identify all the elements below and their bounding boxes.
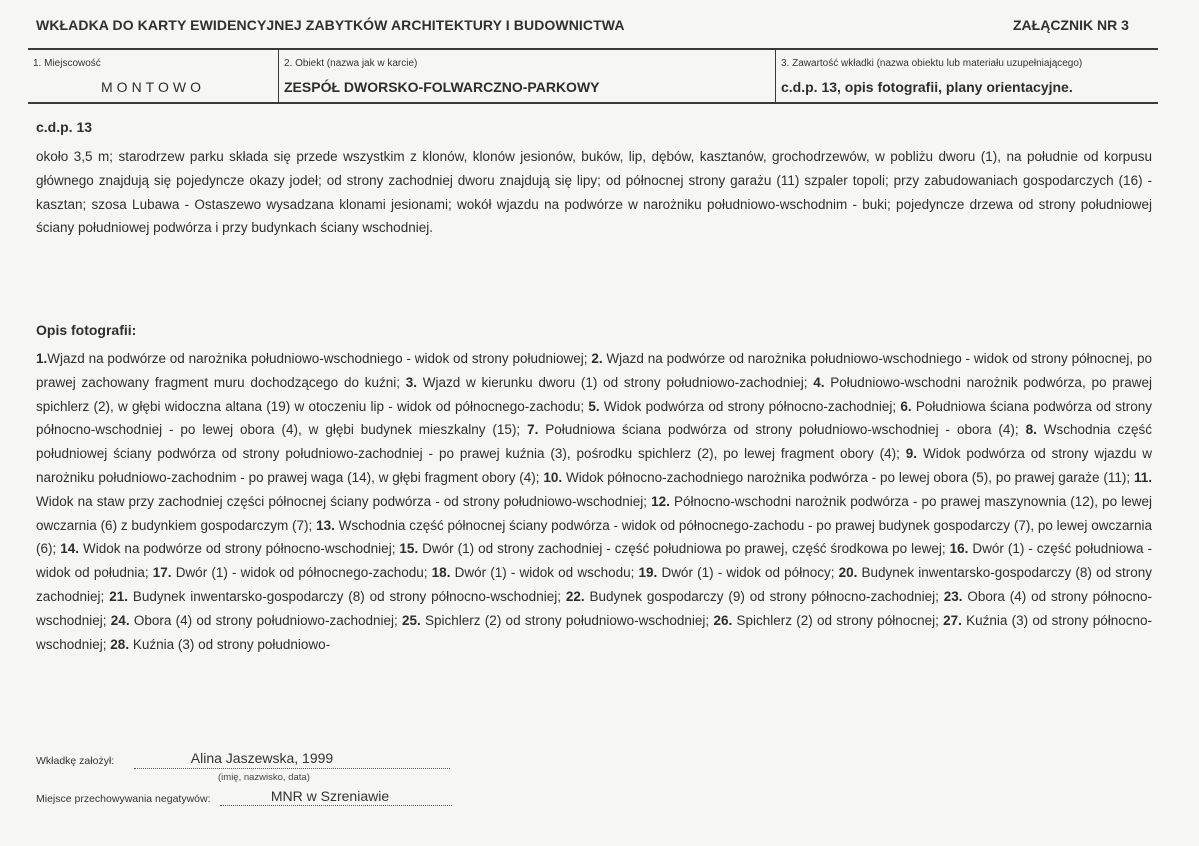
object-cell — [278, 50, 775, 102]
photo-number: 5. — [588, 398, 600, 414]
photo-description: Budynek gospodarczy (9) od strony północno-zachodniej; — [584, 588, 944, 604]
photo-number: 3. — [405, 374, 418, 390]
photo-number: 2. — [591, 351, 603, 366]
photo-number: 10. — [543, 469, 563, 485]
photo-description: Budynek inwentarsko-gospodarczy (8) od strony zachodniej; — [36, 565, 1152, 604]
photo-number: 14. — [60, 541, 79, 557]
storage-line — [220, 805, 452, 806]
form-header-row — [28, 48, 1158, 104]
photo-description: Widok podwórza od strony północno-zachodniej; — [599, 398, 901, 414]
storage-label: Miejsce przechowywania negatywów: — [36, 793, 211, 805]
photo-description: Północno-wschodni narożnik podwórza - po prawej maszynownia (12), po lewej owczarnia (6) z budynkiem gospodarczym (7); — [36, 493, 1152, 533]
photo-number: 1. — [36, 351, 48, 366]
photo-number: 20. — [838, 565, 858, 581]
photo-number: 19. — [638, 565, 658, 581]
photo-description: Dwór (1) - część południowa - widok od południa; — [36, 541, 1153, 581]
photo-description: Wjazd w kierunku dworu (1) od strony południowo-zachodniej; — [417, 374, 814, 390]
photo-description: Dwór (1) - widok od północnego-zachodu; — [171, 565, 432, 581]
photo-description: Dwór (1) - widok od północy; — [657, 565, 839, 581]
photo-description: Dwór (1) od strony zachodniej - część południowa po prawej, część środkowa po lewej; — [418, 541, 950, 557]
storage-value: MNR w Szreniawie — [270, 788, 390, 804]
object-value: ZESPÓŁ DWORSKO-FOLWARCZNO-PARKOWY — [284, 79, 600, 95]
photo-number: 4. — [813, 374, 825, 390]
photo-description: Wjazd na podwórze od narożnika południowo-wschodniego - widok od strony południowej; — [47, 351, 592, 366]
photo-number: 18. — [431, 565, 451, 581]
photo-number: 12. — [651, 493, 670, 509]
contents-value: c.d.p. 13, opis fotografii, plany orientacyjne. — [781, 79, 1073, 95]
photo-description: Obora (4) od strony południowo-zachodniej; — [129, 612, 402, 628]
photo-number: 8. — [1025, 422, 1037, 438]
continuation-heading: c.d.p. 13 — [36, 119, 93, 135]
photo-description: Kuźnia (3) od strony północno-wschodniej; — [36, 612, 1152, 652]
locality-value: MONTOWO — [101, 79, 205, 95]
contents-cell — [775, 50, 1158, 102]
photo-number: 11. — [1133, 469, 1152, 485]
document-title: WKŁADKA DO KARTY EWIDENCYJNEJ ZABYTKÓW ARCHITEKTURY I BUDOWNICTWA — [36, 17, 625, 33]
photo-description: Spichlerz (2) od strony południowo-wschodniej; — [420, 612, 714, 628]
photo-number: 26. — [713, 612, 733, 628]
photo-description: Wjazd na podwórze od narożnika południowo-wschodniego - widok od strony północnej, po prawej zachowany fragment muru dochodzącego do kuźni; — [36, 351, 1153, 390]
photo-description-heading: Opis fotografii: — [36, 322, 137, 338]
author-note: (imię, nazwisko, data) — [218, 772, 310, 783]
photo-number: 13. — [316, 517, 335, 533]
photo-description: Południowa ściana podwórza od strony północno-wschodniej - po lewej obora (4), w głębi budynek mieszkalny (15); — [36, 398, 1152, 438]
photo-description-text — [36, 347, 1152, 656]
photo-description: Widok podwórza od strony wjazdu w narożniku południowo-zachodnim - po prawej waga (14), w głębi fragment obory (4); — [36, 446, 1152, 485]
photo-number: 16. — [949, 541, 969, 557]
contents-label: 3. Zawartość wkładki (nazwa obiektu lub materiału uzupełniającego) — [781, 58, 1083, 69]
photo-description: Kuźnia (3) od strony południowo- — [129, 636, 331, 652]
photo-description: Wschodnia część północnej ściany podwórza - widok od północnego-zachodu - po prawej budynek gospodarczy (7), po lewej owczarnia (6); — [36, 517, 1153, 557]
photo-number: 27. — [943, 612, 962, 628]
photo-description: Spichlerz (2) od strony północnej; — [732, 612, 944, 628]
object-label: 2. Obiekt (nazwa jak w karcie) — [284, 58, 418, 69]
author-label: Wkładkę założył: — [36, 755, 115, 767]
photo-description: Południowa ściana podwórza od strony południowo-wschodniej - obora (4); — [538, 422, 1026, 438]
annex-number: ZAŁĄCZNIK NR 3 — [1013, 17, 1129, 33]
photo-description: Obora (4) od strony północno-wschodniej; — [36, 588, 1152, 628]
photo-number: 23. — [943, 588, 963, 604]
photo-number: 15. — [399, 541, 419, 557]
locality-label: 1. Miejscowość — [33, 58, 101, 69]
photo-number: 24. — [110, 612, 130, 628]
photo-number: 9. — [905, 446, 918, 462]
locality-cell — [28, 50, 278, 102]
author-line — [134, 768, 450, 769]
photo-description: Południowo-wschodni narożnik podwórza, po prawej spichlerz (2), w głębi widoczna altana (19) w otoczeniu lip - widok od północnego-zachodu; — [36, 374, 1152, 414]
photo-description: Wschodnia część południowej ściany podwórza od strony południowo-zachodniej - po prawej kuźnia (3), pośrodku spichlerz (2), po lewej fragment obory (4); — [36, 422, 1152, 462]
photo-description: Widok północno-zachodniego narożnika podwórza - po lewej obora (5), po prawej garaże (11); — [562, 469, 1134, 485]
photo-number: 17. — [152, 565, 172, 581]
photo-number: 25. — [402, 612, 421, 628]
photo-description: Widok na staw przy zachodniej części północnej ściany podwórza - od strony południowo-wschodniej; — [36, 493, 652, 509]
photo-number: 28. — [110, 636, 130, 652]
photo-number: 7. — [527, 422, 539, 438]
photo-number: 6. — [900, 398, 912, 414]
photo-number: 21. — [109, 588, 128, 604]
photo-description: Widok na podwórze od strony północno-wschodniej; — [79, 541, 400, 557]
author-value: Alina Jaszewska, 1999 — [190, 750, 334, 766]
photo-description: Budynek inwentarsko-gospodarczy (8) od strony północno-wschodniej; — [127, 588, 566, 604]
photo-number: 22. — [565, 588, 585, 604]
photo-description: Dwór (1) - widok od wschodu; — [450, 565, 639, 581]
continuation-text: około 3,5 m; starodrzew parku składa się przede wszystkim z klonów, klonów jesionów, buków, lip, dębów, kasztanów, grochodrzewów, w pobliżu dworu (1), na południe od korpusu głównego znajdują się pojedyncze okazy jodeł; od strony zachodniej dworu znajdują się lipy; od północnej strony garażu (11) szpaler topoli; przy zabudowaniach gospodarczych (16) - kasztan; szosa Lubawa - Ostaszewo wysadzana klonami jesionami; wokół wjazdu na podwórze w narożniku południowo-wschodnim - buki; pojedyncze drzewa od strony południowej ściany południowej podwórza i przy budynkach ściany wschodniej. — [36, 149, 1152, 236]
